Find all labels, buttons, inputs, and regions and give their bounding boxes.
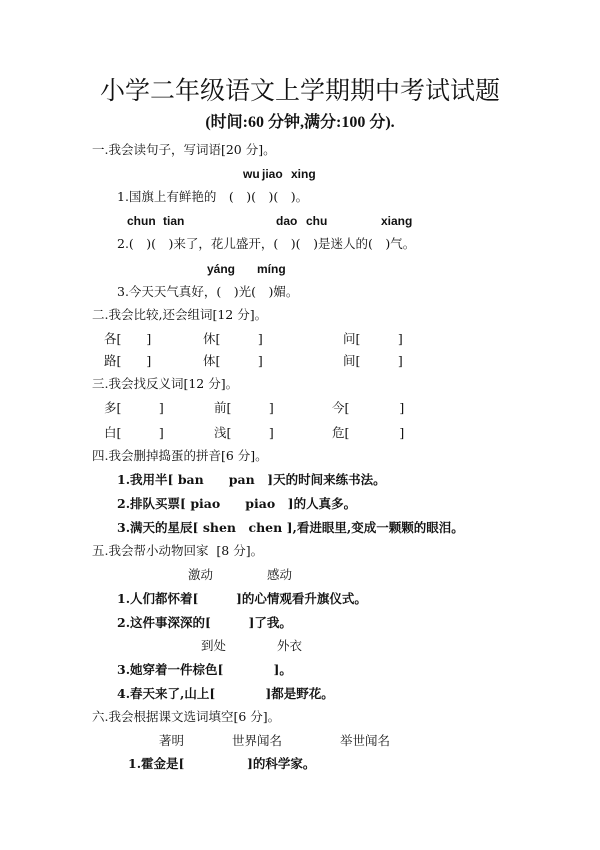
- pinyin: jiao: [262, 167, 283, 181]
- section-3-heading: 三.我会找反义词[12 分]。: [92, 376, 239, 391]
- pinyin: xiang: [381, 214, 413, 228]
- question-5-3: 3.她穿着一件棕色[ ]。: [117, 662, 292, 677]
- antonym-item: 今[ ]: [332, 400, 405, 415]
- question-4-2: 2.排队买票[ piao piao ]的人真多。: [117, 496, 357, 511]
- word-option: 举世闻名: [340, 733, 391, 748]
- section-6-heading: 六.我会根据课文选词填空[6 分]。: [92, 709, 281, 724]
- compare-item: 休[ ]: [203, 331, 263, 346]
- question-5-4: 4.春天来了,山上[ ]都是野花。: [117, 686, 334, 701]
- compare-item: 体[ ]: [203, 353, 263, 368]
- question-4-3: 3.满天的星辰[ shen chen ],看进眼里,变成一颗颗的眼泪。: [117, 520, 464, 535]
- section-1-heading: 一.我会读句子，写词语[20 分]。: [92, 142, 276, 157]
- word-option: 感动: [267, 567, 293, 582]
- section-2-heading: 二.我会比较,还会组词[12 分]。: [92, 307, 268, 322]
- section-5-heading: 五.我会帮小动物回家 [8 分]。: [92, 543, 264, 558]
- pinyin: tian: [163, 214, 185, 228]
- question-1-3: 3.今天天气真好，( )光( )媚。: [117, 284, 299, 299]
- pinyin: wu: [243, 167, 260, 181]
- compare-item: 问[ ]: [343, 331, 403, 346]
- compare-item: 各[ ]: [104, 331, 152, 346]
- word-option: 到处: [201, 638, 227, 653]
- word-option: 世界闻名: [232, 733, 283, 748]
- pinyin: chu: [306, 214, 328, 228]
- page-title: 小学二年级语文上学期期中考试试题: [99, 76, 500, 105]
- word-option: 著明: [159, 733, 185, 748]
- compare-item: 路[ ]: [104, 353, 152, 368]
- antonym-item: 浅[ ]: [214, 425, 274, 440]
- pinyin: xing: [291, 167, 316, 181]
- question-4-1: 1.我用半[ ban pan ]天的时间来练书法。: [117, 472, 386, 487]
- antonym-item: 多[ ]: [104, 400, 164, 415]
- antonym-item: 白[ ]: [104, 425, 164, 440]
- question-5-2: 2.这件事深深的[ ]了我。: [117, 615, 292, 630]
- pinyin: chun: [127, 214, 156, 228]
- word-option: 激动: [188, 567, 214, 582]
- question-1-1: 1.国旗上有鲜艳的 ( )( )( )。: [117, 189, 309, 204]
- antonym-item: 前[ ]: [214, 400, 274, 415]
- section-4-heading: 四.我会删掉捣蛋的拼音[6 分]。: [92, 448, 268, 463]
- question-1-2: 2.( )( )来了，花儿盛开，( )( )是迷人的( )气。: [117, 236, 416, 251]
- word-option: 外衣: [277, 638, 303, 653]
- pinyin: míng: [257, 262, 286, 276]
- question-5-1: 1.人们都怀着[ ]的心情观看升旗仪式。: [117, 591, 367, 606]
- page-subtitle: (时间:60 分钟,满分:100 分).: [205, 114, 395, 131]
- question-6-1: 1.霍金是[ ]的科学家。: [128, 756, 316, 771]
- pinyin: yáng: [207, 262, 236, 276]
- antonym-item: 危[ ]: [332, 425, 405, 440]
- pinyin: dao: [276, 214, 298, 228]
- compare-item: 间[ ]: [343, 353, 403, 368]
